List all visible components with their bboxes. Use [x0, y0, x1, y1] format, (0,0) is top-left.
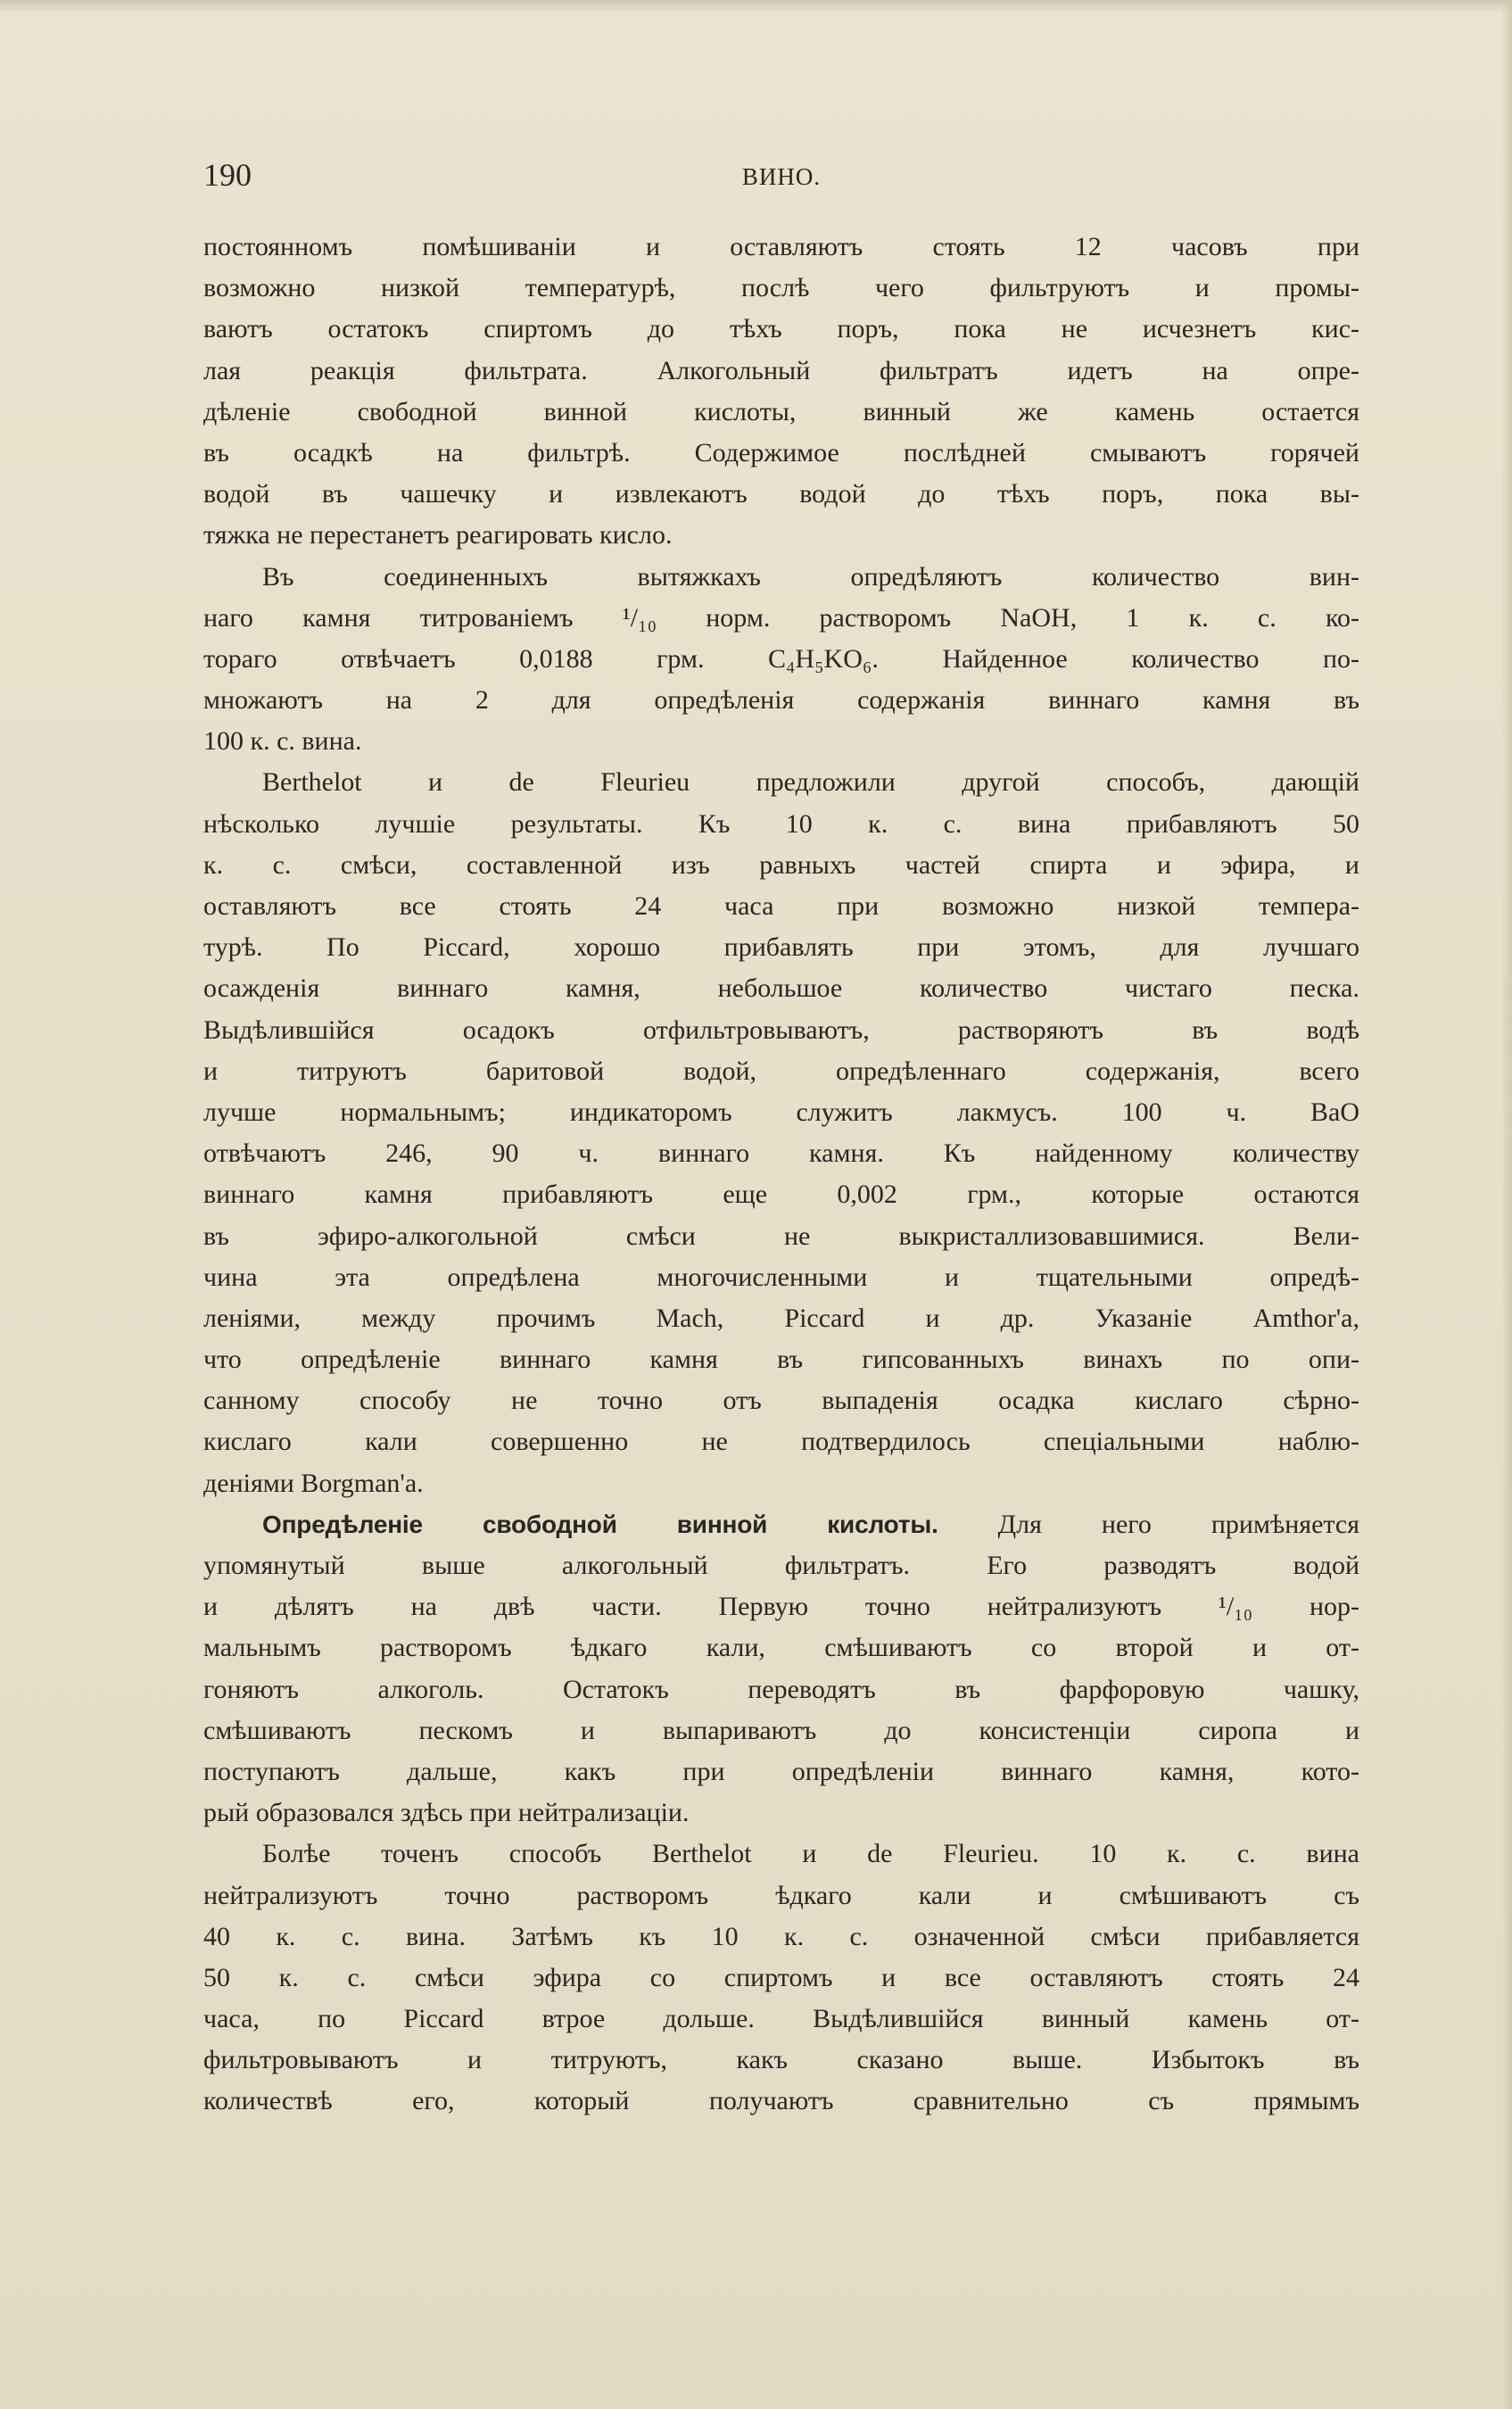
text-line: поступаютъ дальше, какъ при опредѣленiи виннаго камня, кото- — [203, 1756, 1359, 1786]
text-line: Болѣе точенъ способъ Berthelot и de Fleurieu. 10 к. с. вина — [262, 1839, 1359, 1869]
text-line: рый образовался здѣсь при нейтрализацiи. — [203, 1798, 690, 1828]
text-line: водой въ чашечку и извлекаютъ водой до тѣхъ поръ, пока вы- — [203, 479, 1359, 509]
text-line: ленiями, между прочимъ Mach, Piccard и др. Указанiе Amthor'а, — [203, 1303, 1359, 1333]
text-line: 100 к. с. вина. — [203, 726, 362, 757]
text-line: часа, по Piccard втрое дольше. Выдѣлившiйся винный камень от- — [203, 2004, 1359, 2034]
text-line: ваютъ остатокъ спиртомъ до тѣхъ поръ, пока не исчезнетъ кис- — [203, 314, 1359, 344]
text-line: отвѣчаютъ 246, 90 ч. виннаго камня. Къ найденному количеству — [203, 1138, 1359, 1169]
section-heading-continuation: Для него примѣняется — [938, 1509, 1359, 1539]
text-line: Berthelot и de Fleurieu предложили другой способъ, дающiй — [262, 767, 1359, 798]
text-line: Въ соединенныхъ вытяжкахъ опредѣляютъ количество вин- — [262, 561, 1359, 592]
text-line: осажденiя виннаго камня, небольшое количество чистаго песка. — [203, 973, 1359, 1004]
text-line: что опредѣленiе виннаго камня въ гипсованныхъ винахъ по опи- — [203, 1345, 1359, 1375]
text-line: въ осадкѣ на фильтрѣ. Содержимое послѣдней смываютъ горячей — [203, 437, 1359, 468]
text-line: дѣленiе свободной винной кислоты, винный же камень остается — [203, 396, 1359, 426]
text-line: наго камня титрованiемъ ¹/₁₀ норм. растворомъ NaOH, 1 к. с. ко- — [203, 602, 1359, 633]
section-heading-line — [203, 1504, 1359, 1545]
text-line: гоняютъ алкоголь. Остатокъ переводятъ въ фарфоровую чашку, — [203, 1674, 1359, 1704]
running-title: ВИНО. — [741, 163, 822, 190]
text-line: тораго отвѣчаетъ 0,0188 грм. C₄H₅KO₆. Найденное количество по- — [203, 643, 1359, 674]
text-line: виннаго камня прибавляютъ еще 0,002 грм., которые остаются — [203, 1180, 1359, 1210]
page-top-shadow — [0, 0, 1512, 12]
text-line: 40 к. с. вина. Затѣмъ къ 10 к. с. означенной смѣси прибавляется — [203, 1921, 1359, 1951]
text-line: санному способу не точно отъ выпаденiя осадка кислаго сѣрно- — [203, 1386, 1359, 1416]
text-line: множаютъ на 2 для опредѣленiя содержанiя виннаго камня въ — [203, 685, 1359, 716]
text-line: смѣшиваютъ пескомъ и выпариваютъ до консистенцiи сиропа и — [203, 1715, 1359, 1745]
text-line: к. с. смѣси, составленной изъ равныхъ частей спирта и эфира, и — [203, 849, 1359, 880]
text-line: лая реакцiя фильтрата. Алкогольный фильтратъ идетъ на опре- — [203, 355, 1359, 385]
text-line: упомянутый выше алкогольный фильтратъ. Его разводятъ водой — [203, 1551, 1359, 1580]
text-line: въ эфиро-алкогольной смѣси не выкристаллизовавшимися. Вели- — [203, 1221, 1359, 1251]
text-line: фильтровываютъ и титруютъ, какъ сказано выше. Избытокъ въ — [203, 2045, 1359, 2075]
text-line: мальнымъ растворомъ ѣдкаго кали, смѣшиваютъ со второй и от- — [203, 1633, 1359, 1663]
page-right-shadow — [1501, 0, 1512, 2409]
text-line: и дѣлятъ на двѣ части. Первую точно нейтрализуютъ ¹/₁₀ нор- — [203, 1592, 1359, 1622]
text-line: лучше нормальнымъ; индикаторомъ служитъ лакмусъ. 100 ч. BaO — [203, 1097, 1359, 1127]
text-line: нейтрализуютъ точно растворомъ ѣдкаго кали и смѣшиваютъ съ — [203, 1880, 1359, 1910]
text-line: денiями Borgman'а. — [203, 1468, 424, 1498]
text-line: и титруютъ баритовой водой, опредѣленнаго содержанiя, всего — [203, 1055, 1359, 1086]
text-line: Выдѣлившiйся осадокъ отфильтровываютъ, растворяютъ въ водѣ — [203, 1014, 1359, 1045]
text-line: возможно низкой температурѣ, послѣ чего фильтруютъ и промы- — [203, 273, 1359, 303]
text-line: 50 к. с. смѣси эфира со спиртомъ и все оставляютъ стоять 24 — [203, 1962, 1359, 1992]
text-line: нѣсколько лучшiе результаты. Къ 10 к. с. вина прибавляютъ 50 — [203, 808, 1359, 839]
text-line: чина эта опредѣлена многочисленными и тщательными опредѣ- — [203, 1262, 1359, 1292]
section-heading: Опредѣленiе свободной винной кислоты. — [262, 1510, 938, 1538]
page-number: 190 — [203, 157, 252, 193]
text-line: турѣ. По Piccard, хорошо прибавлять при этомъ, для лучшаго — [203, 932, 1359, 963]
text-line: оставляютъ все стоять 24 часа при возможно низкой темпера- — [203, 891, 1359, 921]
text-line: постоянномъ помѣшиванiи и оставляютъ стоять 12 часовъ при — [203, 232, 1359, 261]
page-header — [203, 153, 1359, 196]
page-body — [203, 227, 1359, 2172]
text-line: тяжка не перестанетъ реагировать кисло. — [203, 520, 673, 551]
text-line: количествѣ его, который получаютъ сравнительно съ прямымъ — [203, 2086, 1359, 2116]
text-line: кислаго кали совершенно не подтвердилось спецiальными наблю- — [203, 1427, 1359, 1457]
